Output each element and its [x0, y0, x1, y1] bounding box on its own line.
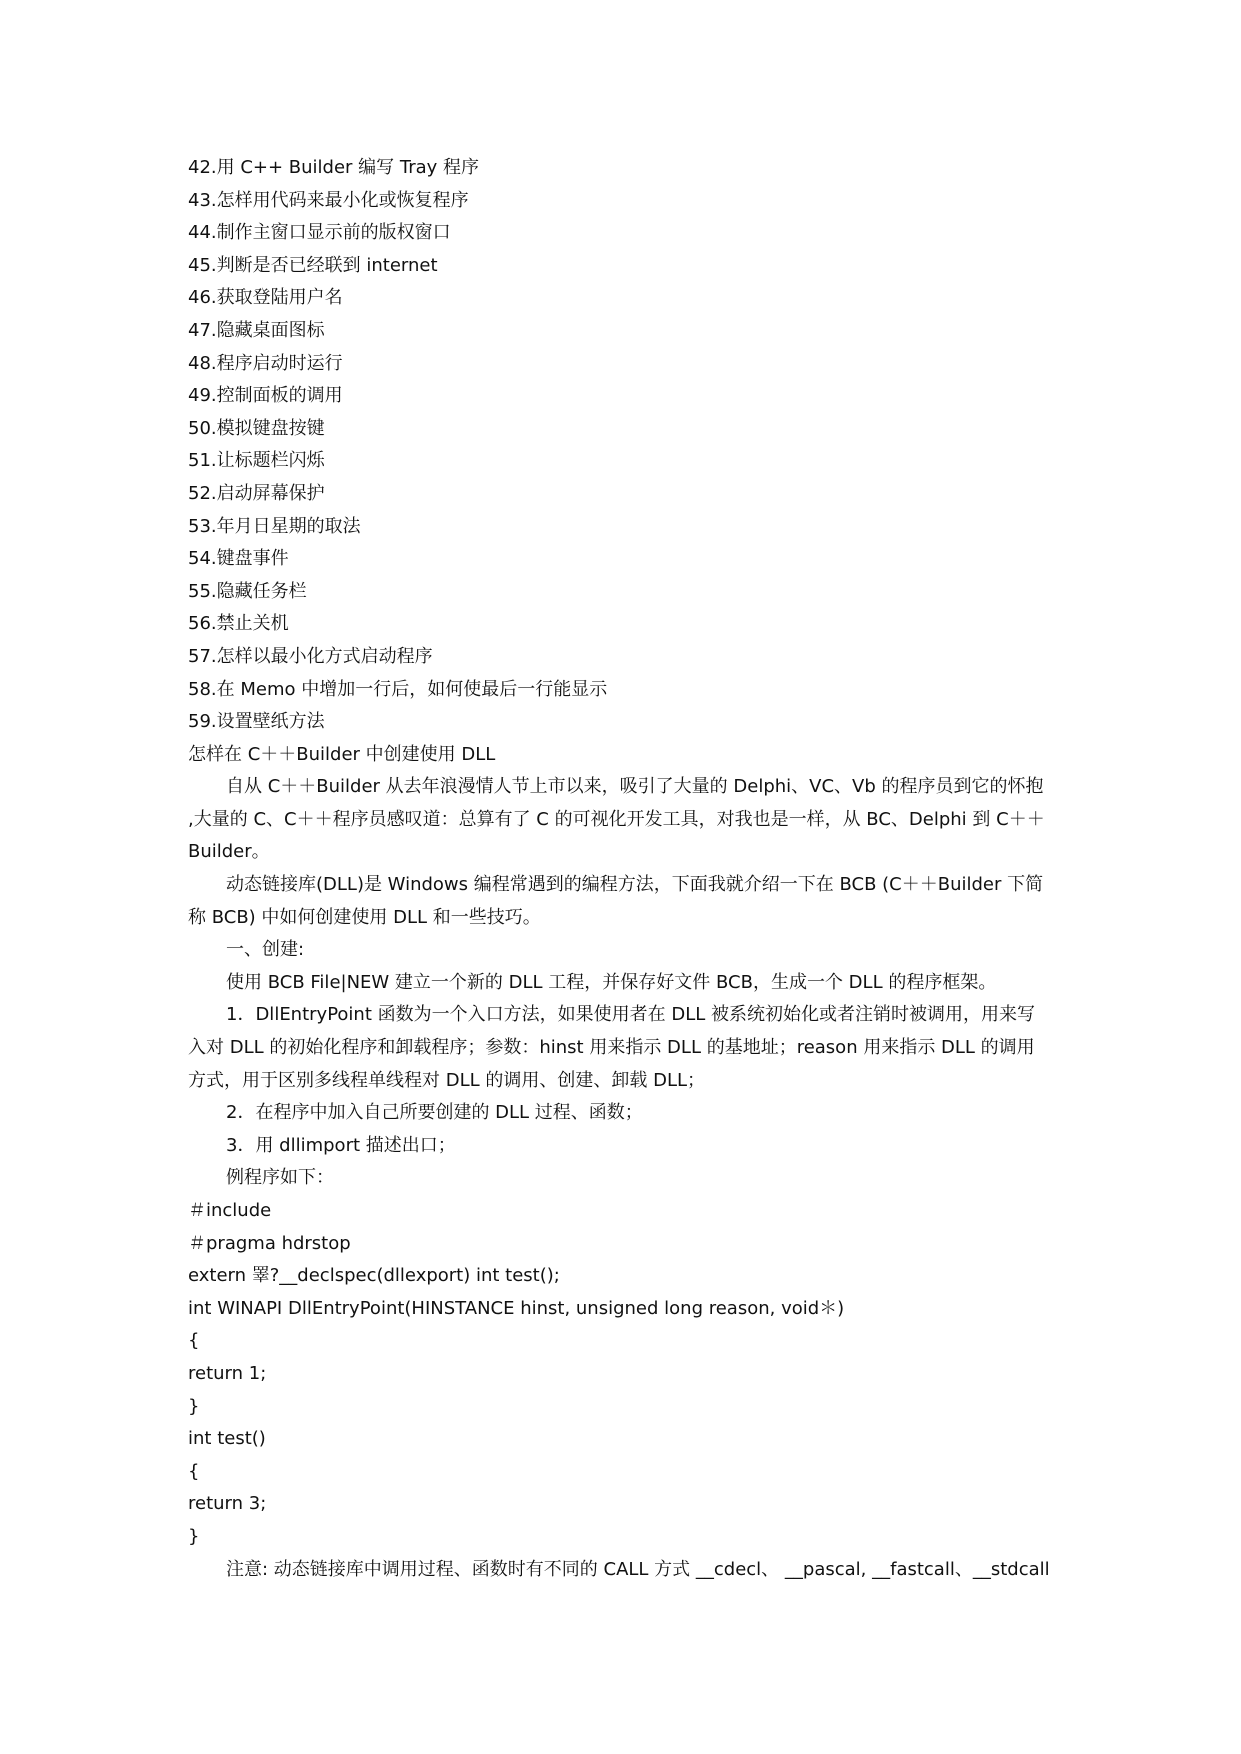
- body-line: 例程序如下：: [226, 1167, 334, 1189]
- code-line: {: [188, 1460, 200, 1482]
- body-line: 方式，用于区别多线程单线程对 DLL 的调用、创建、卸载 DLL；: [188, 1069, 705, 1091]
- toc-item: 45.判断是否已经联到 internet: [188, 254, 438, 276]
- body-line: 2．在程序中加入自己所要创建的 DLL 过程、函数；: [226, 1102, 643, 1124]
- toc-item: 49.控制面板的调用: [188, 385, 343, 407]
- document-page: [188, 152, 1068, 1586]
- body-line: 自从 C＋＋Builder 从去年浪漫情人节上市以来，吸引了大量的 Delphi、VC、Vb 的程序员到它的怀抱: [226, 776, 1044, 798]
- section-title: 怎样在 C＋＋Builder 中创建使用 DLL: [188, 743, 496, 765]
- code-line: int test(): [188, 1428, 266, 1450]
- toc-item: 58.在 Memo 中增加一行后，如何使最后一行能显示: [188, 678, 608, 700]
- toc-item: 59.设置壁纸方法: [188, 711, 325, 733]
- body-line: 一、创建:: [226, 939, 305, 961]
- toc-item: 46.获取登陆用户名: [188, 287, 343, 309]
- body-line: 称 BCB) 中如何创建使用 DLL 和一些技巧。: [188, 906, 541, 928]
- note-line: 注意: 动态链接库中调用过程、函数时有不同的 CALL 方式 __cdecl、 __pascal, __fastcall、__stdcall: [226, 1558, 1050, 1580]
- toc-item: 47.隐藏桌面图标: [188, 319, 325, 341]
- code-line: {: [188, 1330, 200, 1352]
- toc-item: 56.禁止关机: [188, 613, 289, 635]
- code-line: ＃pragma hdrstop: [188, 1232, 351, 1254]
- toc-item: 50.模拟键盘按键: [188, 417, 325, 439]
- code-line: ＃include: [188, 1200, 272, 1221]
- body-line: 3．用 dllimport 描述出口；: [226, 1134, 456, 1156]
- code-line: extern 睪?__declspec(dllexport) int test();: [188, 1265, 560, 1287]
- toc-list: [188, 152, 1068, 739]
- toc-item: 55.隐藏任务栏: [188, 580, 307, 602]
- code-line: int WINAPI DllEntryPoint(HINSTANCE hinst, unsigned long reason, void＊): [188, 1297, 845, 1319]
- toc-item: 54.键盘事件: [188, 548, 289, 570]
- body-text: [188, 771, 1068, 1195]
- body-line: 入对 DLL 的初始化程序和卸载程序；参数：hinst 用来指示 DLL 的基地址；reason 用来指示 DLL 的调用: [188, 1037, 1035, 1059]
- body-line: 使用 BCB File|NEW 建立一个新的 DLL 工程，并保存好文件 BCB，生成一个 DLL 的程序框架。: [226, 971, 997, 993]
- toc-item: 53.年月日星期的取法: [188, 515, 361, 537]
- code-line: return 3;: [188, 1493, 267, 1515]
- code-line: return 1;: [188, 1362, 267, 1384]
- toc-item: 52.启动屏幕保护: [188, 482, 325, 504]
- toc-item: 42.用 C++ Builder 编写 Tray 程序: [188, 157, 480, 178]
- toc-item: 48.程序启动时运行: [188, 352, 343, 374]
- body-line: 动态链接库(DLL)是 Windows 编程常遇到的编程方法，下面我就介绍一下在 BCB (C＋＋Builder 下简: [226, 874, 1044, 896]
- body-line: 1．DllEntryPoint 函数为一个入口方法，如果使用者在 DLL 被系统初始化或者注销时被调用，用来写: [226, 1004, 1035, 1026]
- code-block: [188, 1195, 1068, 1554]
- toc-item: 43.怎样用代码来最小化或恢复程序: [188, 189, 469, 211]
- code-line: }: [188, 1525, 200, 1547]
- body-line: ,大量的 C、C＋＋程序员感叹道：总算有了 C 的可视化开发工具，对我也是一样，从 BC、Delphi 到 C＋＋: [188, 808, 1045, 830]
- toc-item: 57.怎样以最小化方式启动程序: [188, 645, 433, 667]
- code-line: }: [188, 1395, 200, 1417]
- toc-item: 44.制作主窗口显示前的版权窗口: [188, 222, 451, 244]
- toc-item: 51.让标题栏闪烁: [188, 450, 325, 472]
- body-line: Builder。: [188, 841, 270, 863]
